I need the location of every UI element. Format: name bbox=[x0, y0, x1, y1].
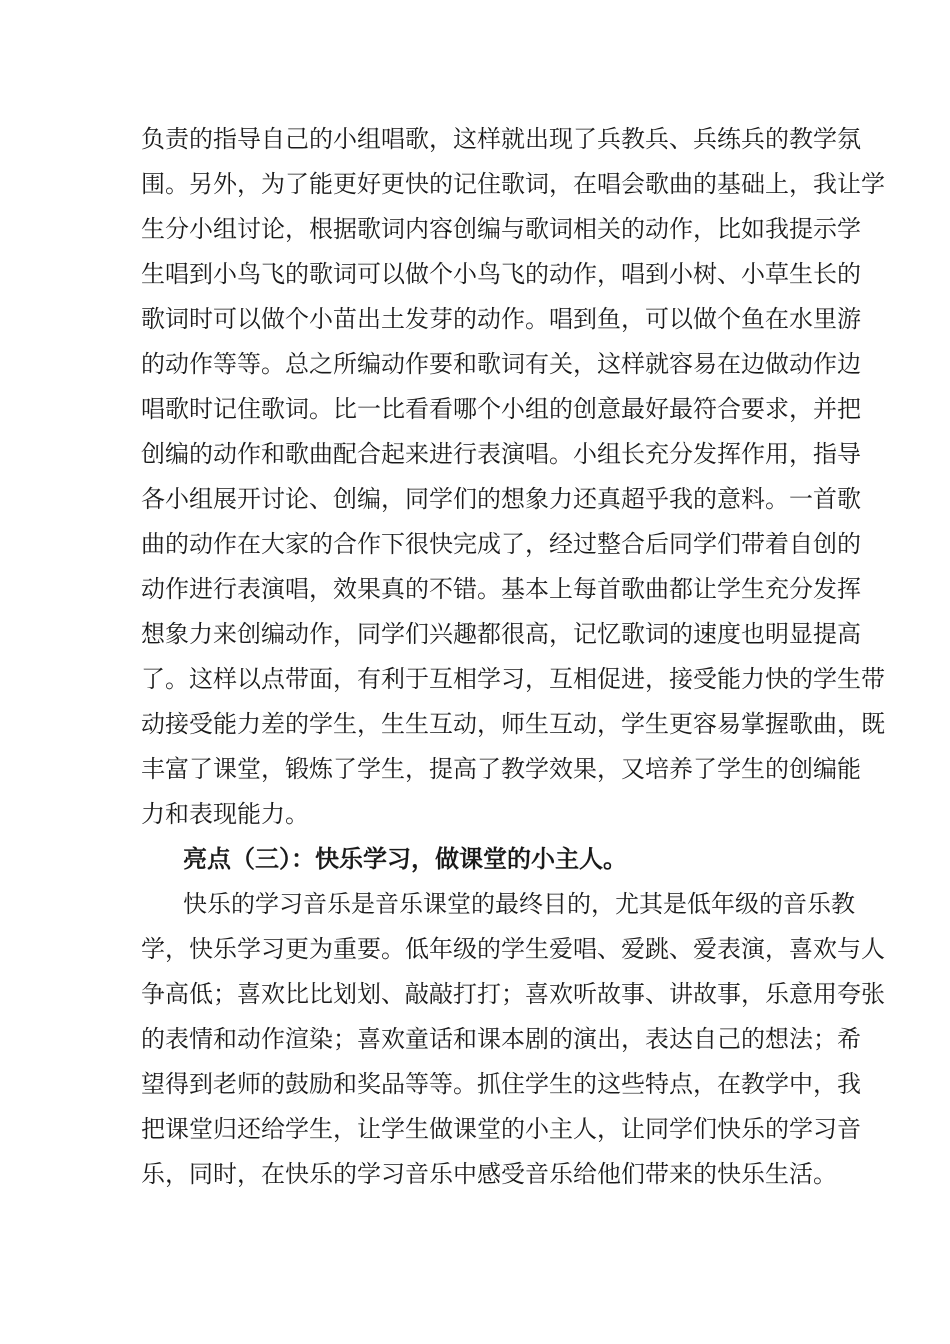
text-line: 曲的动作在大家的合作下很快完成了，经过整合后同学们带着自创的 bbox=[141, 530, 861, 558]
text-line: 负责的指导自己的小组唱歌，这样就出现了兵教兵、兵练兵的教学氛 bbox=[141, 125, 861, 153]
paragraph-continued bbox=[141, 117, 885, 837]
text-line: 望得到老师的鼓励和奖品等等。抓住学生的这些特点，在教学中，我 bbox=[141, 1070, 861, 1098]
text-line: 了。这样以点带面，有利于互相学习，互相促进，接受能力快的学生带 bbox=[141, 665, 885, 693]
text-line: 乐，同时，在快乐的学习音乐中感受音乐给他们带来的快乐生活。 bbox=[141, 1160, 837, 1188]
text-line: 生唱到小鸟飞的歌词可以做个小鸟飞的动作，唱到小树、小草生长的 bbox=[141, 260, 861, 288]
text-line: 把课堂归还给学生，让学生做课堂的小主人，让同学们快乐的学习音 bbox=[141, 1115, 861, 1143]
text-line: 学，快乐学习更为重要。低年级的学生爱唱、爱跳、爱表演，喜欢与人 bbox=[141, 935, 885, 963]
text-line: 力和表现能力。 bbox=[141, 800, 309, 828]
document-body bbox=[141, 117, 885, 1197]
text-line: 动接受能力差的学生，生生互动，师生互动，学生更容易掌握歌曲，既 bbox=[141, 710, 885, 738]
text-line: 的动作等等。总之所编动作要和歌词有关，这样就容易在边做动作边 bbox=[141, 350, 861, 378]
text-line: 动作进行表演唱，效果真的不错。基本上每首歌曲都让学生充分发挥 bbox=[141, 575, 861, 603]
text-line: 的表情和动作渲染；喜欢童话和课本剧的演出，表达自己的想法；希 bbox=[141, 1025, 861, 1053]
text-line: 各小组展开讨论、创编，同学们的想象力还真超乎我的意料。一首歌 bbox=[141, 485, 861, 513]
text-line: 快乐的学习音乐是音乐课堂的最终目的，尤其是低年级的音乐教 bbox=[183, 890, 855, 918]
text-line: 想象力来创编动作，同学们兴趣都很高，记忆歌词的速度也明显提高 bbox=[141, 620, 861, 648]
text-line: 生分小组讨论，根据歌词内容创编与歌词相关的动作，比如我提示学 bbox=[141, 215, 861, 243]
text-line: 创编的动作和歌曲配合起来进行表演唱。小组长充分发挥作用，指导 bbox=[141, 440, 861, 468]
section-heading: 亮点（三）：快乐学习，做课堂的小主人。 bbox=[183, 845, 627, 873]
text-line: 唱歌时记住歌词。比一比看看哪个小组的创意最好最符合要求，并把 bbox=[141, 395, 861, 423]
text-line: 丰富了课堂，锻炼了学生，提高了教学效果，又培养了学生的创编能 bbox=[141, 755, 861, 783]
text-line: 争高低；喜欢比比划划、敲敲打打；喜欢听故事、讲故事，乐意用夸张 bbox=[141, 980, 885, 1008]
text-line: 围。另外，为了能更好更快的记住歌词，在唱会歌曲的基础上，我让学 bbox=[141, 170, 885, 198]
paragraph-section-three bbox=[141, 882, 885, 1197]
text-line: 歌词时可以做个小苗出土发芽的动作。唱到鱼，可以做个鱼在水里游 bbox=[141, 305, 861, 333]
